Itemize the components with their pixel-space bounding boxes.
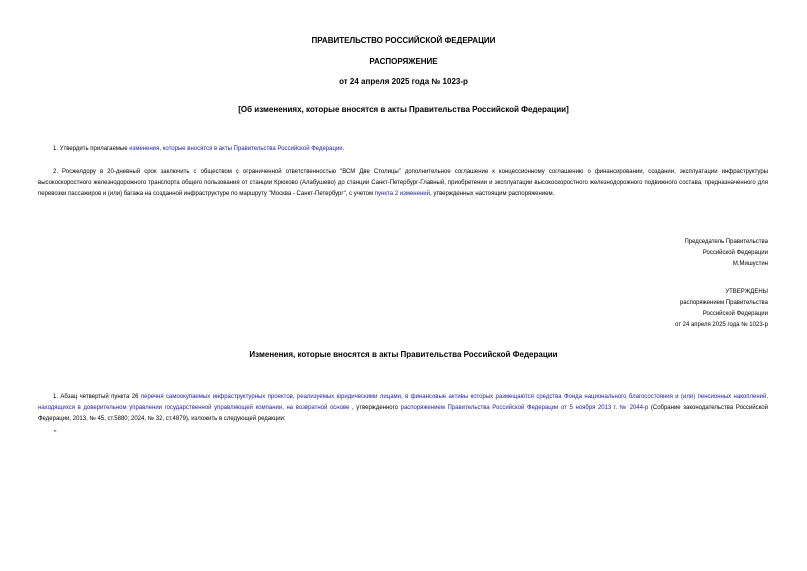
- approval-title: УТВЕРЖДЕНЫ: [725, 289, 768, 295]
- paragraph-2: [38, 167, 768, 200]
- signature-block: [684, 237, 768, 270]
- document-type: РАСПОРЯЖЕНИЕ: [369, 57, 438, 66]
- change-item-1: [38, 392, 768, 425]
- projects-list-link[interactable]: перечня самоокупаемых инфраструктурных проектов, реализуемых юридическими лицами, в финансовые активы которых размещаются средства Фонда национального благосостояния и (или) пенсионных накоплений, находящихся в доверительном управлении государственной управляющей компании, на возвратной основе: [38, 394, 768, 411]
- changes-title: Изменения, которые вносятся в акты Правительства Российской Федерации: [249, 350, 558, 359]
- paragraph-1-suffix: .: [342, 146, 345, 152]
- government-heading: ПРАВИТЕЛЬСТВО РОССИЙСКОЙ ФЕДЕРАЦИИ: [311, 36, 496, 45]
- paragraph-2-text: 2. Росжелдору в 20-дневный срок заключить с обществом с ограниченной ответственностью "ВСМ Две Столицы" дополнительное соглашение к концессионному соглашению о финансировании, создании, эксплуатации инфраструктуры высокоскоростного железнодорожного транспорта общего пользования от станции Крюково (Алабушево) до станции Санкт-Петербург-Главный, приобретении и эксплуатации высокоскоростного железнодорожного подвижного состава, предназначенного для перевозки пассажиров и (или) багажа на созданной инфраструктуре по маршруту "Москва - Санкт-Петербург", с учетом: [38, 169, 768, 197]
- point-2-link[interactable]: пункта 2 изменений: [374, 191, 430, 197]
- paragraph-2-suffix: , утвержденных настоящим распоряжением.: [429, 191, 555, 197]
- document-subject: [Об изменениях, которые вносятся в акты Правительства Российской Федерации]: [238, 105, 569, 114]
- change-item-1-prefix: 1. Абзац четвертый пункта 26: [53, 394, 141, 400]
- change-item-1-middle: , утвержденного: [349, 405, 401, 411]
- changes-link[interactable]: изменения, которые вносятся в акты Правительства Российской Федерации: [129, 146, 343, 152]
- signature-position: Председатель Правительства: [684, 239, 768, 245]
- approval-line-3: Российской Федерации: [702, 311, 768, 317]
- approval-date: от 24 апреля 2025 года № 1023-р: [674, 322, 768, 328]
- signature-name: М.Мишустин: [732, 261, 768, 267]
- change-item-1-suffix: (Собрание законодательства Российской Федерации, 2013, № 45, ст.5880; 2024, № 32, ст.4879), изложить в следующей редакции:: [38, 405, 768, 422]
- order-2044-link[interactable]: распоряжением Правительства Российской Федерации от 5 ноября 2013 г. № 2044-р: [400, 405, 649, 411]
- approval-line-2: распоряжением Правительства: [679, 300, 768, 306]
- paragraph-1: [38, 144, 768, 155]
- document-date-number: от 24 апреля 2025 года № 1023-р: [339, 77, 468, 86]
- quote-mark: ": [54, 430, 57, 437]
- paragraph-1-prefix: 1. Утвердить прилагаемые: [53, 146, 130, 152]
- signature-country: Российской Федерации: [702, 250, 768, 256]
- approval-block: [675, 287, 768, 331]
